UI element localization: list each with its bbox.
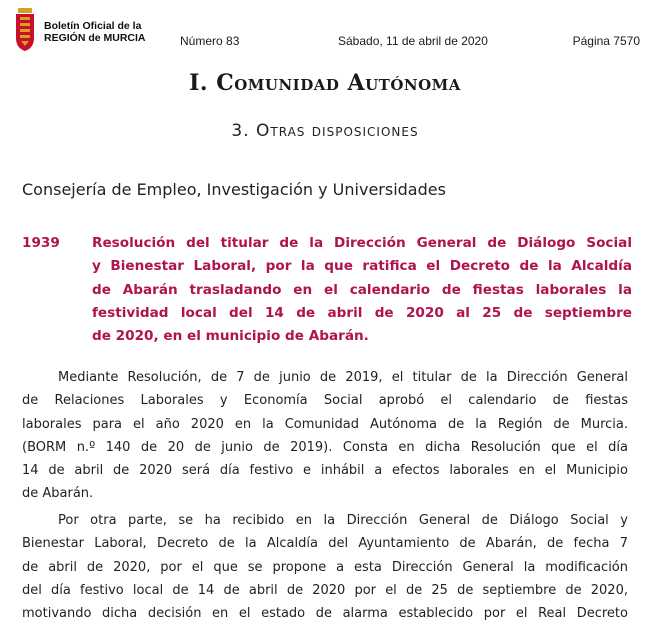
page-header — [0, 0, 650, 60]
body-paragraph-1 — [22, 366, 628, 506]
gazette-name — [44, 20, 146, 44]
page-number: Página 7570 — [572, 34, 640, 48]
resolution-title — [92, 232, 632, 348]
paragraph-line: laborales para el año 2020 en la Comunidad Autónoma de la Región de Murcia. — [22, 416, 628, 432]
resolution-title-line: de Abarán trasladando en el calendario de fiestas laborales la — [92, 281, 632, 298]
paragraph-line: (BORM n.º 140 de 20 de junio de 2019). Consta en dicha Resolución que el día — [22, 439, 628, 455]
paragraph-line: de Abarán. — [22, 486, 94, 502]
paragraph-line: Mediante Resolución, de 7 de junio de 2019, el titular de la Dirección General — [58, 370, 628, 385]
paragraph-line: Bienestar Laboral, Decreto de la Alcaldía del Ayuntamiento de Abarán, de fecha 7 — [22, 536, 628, 552]
subsection-title: 3. Otras disposiciones — [231, 121, 419, 141]
gazette-name-line1: Boletín Oficial de la — [44, 20, 142, 32]
department-name: Consejería de Empleo, Investigación y Universidades — [22, 180, 446, 199]
resolution-title-line: Resolución del titular de la Dirección General de Diálogo Social — [92, 235, 632, 251]
gazette-name-line2: REGIÓN de MURCIA — [44, 32, 146, 44]
resolution-title-line: festividad local del 14 de abril de 2020 al 25 de septiembre — [92, 304, 632, 321]
paragraph-line: 14 de abril de 2020 será día festivo e inhábil a efectos laborales en el Municipio — [22, 463, 628, 479]
paragraph-line: Por otra parte, se ha recibido en la Dirección General de Diálogo Social y — [58, 513, 628, 528]
paragraph-line: del día festivo local de 14 de abril de 2020 por el de 25 de septiembre de 2020, — [22, 582, 628, 598]
murcia-crest-logo — [12, 8, 38, 52]
resolution-title-line: y Bienestar Laboral, por la que ratifica el Decreto de la Alcaldía — [92, 258, 632, 275]
issue-number: Número 83 — [180, 34, 240, 48]
section-title: I. Comunidad Autónoma — [189, 70, 461, 96]
resolution-title-line: de 2020, en el municipio de Abarán. — [92, 328, 369, 345]
paragraph-line: de Relaciones Laborales y Economía Social aprobó el calendario de fiestas — [22, 393, 628, 409]
body-paragraph-2 — [22, 509, 628, 625]
paragraph-line: de abril de 2020, por el que se propone a esta Dirección General la modificación — [22, 559, 628, 575]
paragraph-line: motivando dicha decisión en el estado de alarma establecido por el Real Decreto — [22, 606, 628, 622]
resolution-number: 1939 — [22, 235, 60, 251]
issue-date: Sábado, 11 de abril de 2020 — [338, 34, 488, 48]
